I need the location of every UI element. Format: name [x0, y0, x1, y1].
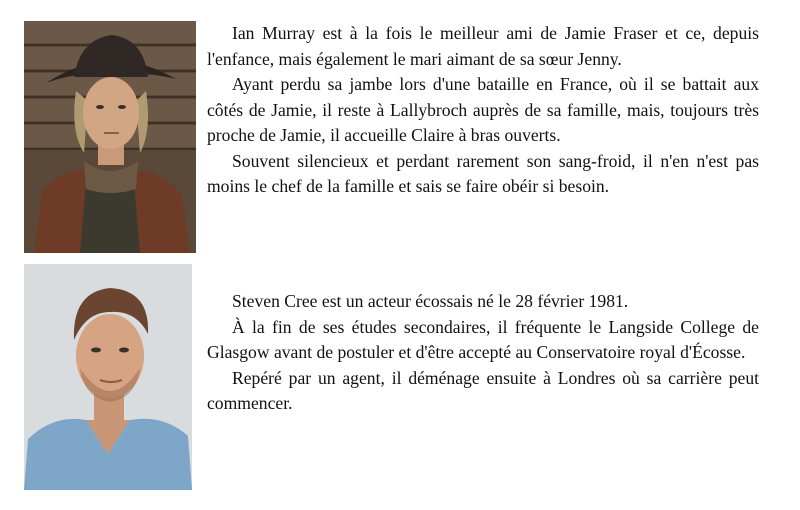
actor-description [207, 289, 759, 417]
character-photo [24, 21, 196, 253]
paragraph: Steven Cree est un acteur écossais né le 28 février 1981. [232, 291, 629, 311]
paragraph: Ayant perdu sa jambe lors d'une bataille en France, où il se battait aux côtés de Jamie, il reste à Lallybroch auprès de sa famille, mais, toujours très proche de Jamie, il accueille Claire à bras ouverts. [207, 74, 759, 145]
paragraph: Souvent silencieux et perdant rarement son sang-froid, il n'en n'est pas moins le chef de la famille et sais se faire obéir si besoin. [207, 150, 759, 196]
paragraph: À la fin de ses études secondaires, il fréquente le Langside College de Glasgow avant de postuler et d'être accepté au Conservatoire royal d'Écosse. [207, 316, 759, 362]
paragraph: Ian Murray est à la fois le meilleur ami de Jamie Fraser et ce, depuis l'enfance, mais également le mari aimant de sa sœur Jenny. [207, 23, 759, 69]
actor-photo [24, 264, 192, 490]
paragraph: Repéré par un agent, il déménage ensuite à Londres où sa carrière peut commencer. [207, 367, 759, 413]
character-description [207, 21, 759, 200]
